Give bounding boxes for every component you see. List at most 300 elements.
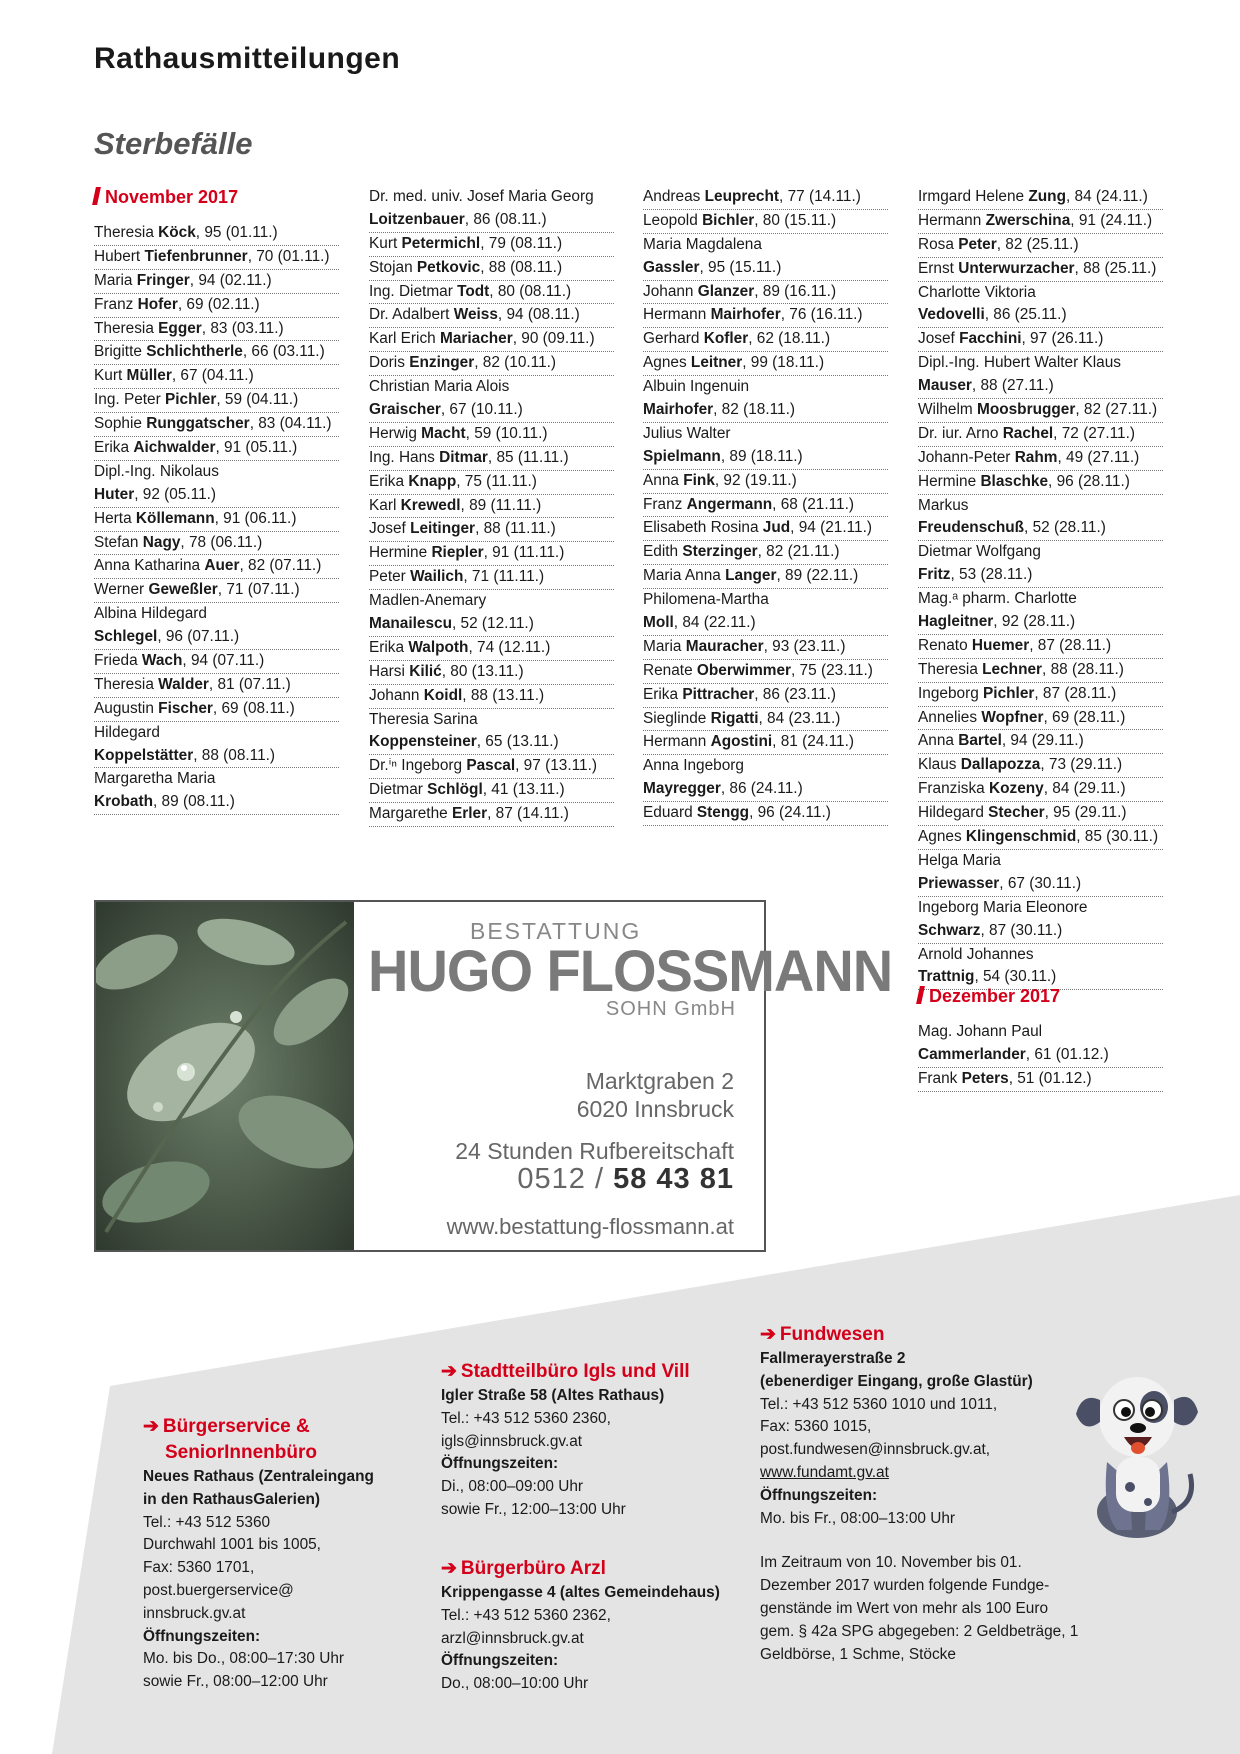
- fundwesen-email[interactable]: post.fundwesen@innsbruck.gv.at,: [760, 1441, 991, 1459]
- obituary-age-date: , 82 (07.11.): [239, 557, 322, 575]
- obituary-entry: [643, 494, 888, 518]
- obituary-first-name: Harsi: [369, 662, 410, 680]
- buergerservice-email[interactable]: post.buergerservice@: [143, 1581, 294, 1599]
- obituary-age-date: , 71 (07.11.): [217, 581, 300, 599]
- obituary-name-line: [643, 352, 888, 375]
- obituary-name-line: [369, 495, 614, 518]
- obituary-entry: [643, 328, 888, 352]
- obituary-first-name: Sophie: [94, 415, 147, 433]
- obituary-entry: [918, 258, 1163, 282]
- obituary-surname: Rahm: [1014, 448, 1058, 466]
- buergerservice-title: ➔ Bürgerservice &: [143, 1416, 310, 1437]
- obituary-first-name: Annelies: [918, 708, 982, 726]
- obituary-column-4: [918, 186, 1163, 990]
- obituary-surname: Huemer: [971, 636, 1030, 654]
- obituary-surname: Angermann: [686, 495, 773, 513]
- obituary-name-line: [918, 447, 1163, 470]
- obituary-first-name: Karl: [369, 496, 401, 514]
- obituary-first-name: Agnes: [918, 828, 966, 846]
- obituary-given-names: Mag.ᵃ pharm. Charlotte: [918, 590, 1077, 608]
- obituary-name-line: [369, 637, 614, 660]
- obituary-first-name: Johann: [643, 282, 698, 300]
- obituary-age-date: , 94 (02.11.): [189, 271, 272, 289]
- obituary-name-line: [918, 611, 1163, 634]
- obituary-name-line: [369, 731, 614, 754]
- obituary-first-name: Ing. Peter: [94, 391, 166, 409]
- obituary-list: [643, 186, 888, 826]
- obituary-surname: Egger: [158, 319, 202, 337]
- obituary-first-name: Ernst: [918, 259, 959, 277]
- obituary-first-name: Rosa: [918, 235, 959, 253]
- obituary-entry: [918, 683, 1163, 707]
- obituary-age-date: , 84 (22.11.): [673, 614, 756, 632]
- obituary-surname: Bartel: [958, 732, 1002, 750]
- obituary-entry: [369, 423, 614, 447]
- arrow-right-icon: ➔: [760, 1324, 776, 1345]
- obituary-surname: Koppensteiner: [369, 733, 477, 751]
- obituary-age-date: , 81 (24.11.): [772, 733, 854, 751]
- obituary-surname: Zwerschina: [985, 211, 1071, 229]
- obituary-age-date: , 67 (04.11.): [171, 367, 254, 385]
- obituary-entry: [369, 709, 614, 756]
- obituary-given-names: Helga Maria: [918, 851, 1001, 869]
- obituary-entry: [643, 470, 888, 494]
- obituary-name-line: [918, 564, 1163, 587]
- obituary-surname: Krewedl: [400, 496, 461, 514]
- obituary-name-line: [94, 365, 339, 388]
- obituary-first-name: Frank: [918, 1069, 962, 1087]
- obituary-age-date: , 80 (15.11.): [754, 211, 837, 229]
- red-bar-icon: [916, 986, 925, 1004]
- obituary-name-line: [918, 802, 1163, 825]
- obituary-age-date: , 75 (11.11.): [456, 472, 537, 490]
- fundwesen-note: Im Zeitraum von 10. November bis 01.: [760, 1554, 1022, 1572]
- arzl-block: [441, 1556, 741, 1696]
- obituary-entry: [643, 186, 888, 210]
- obituary-name-line: [94, 745, 339, 768]
- buergerservice-extension: Durchwahl 1001 bis 1005,: [143, 1536, 321, 1554]
- obituary-age-date: , 99 (18.11.): [742, 354, 825, 372]
- obituary-first-name: Maria: [643, 637, 686, 655]
- obituary-entry: [643, 565, 888, 589]
- igls-phone: Tel.: +43 512 5360 2360,: [441, 1409, 611, 1427]
- obituary-age-date: , 88 (25.11.): [1074, 259, 1157, 277]
- obituary-age-date: , 82 (25.11.): [996, 235, 1079, 253]
- obituary-age-date: , 52 (12.11.): [451, 615, 534, 633]
- obituary-age-date: , 85 (30.11.): [1076, 828, 1159, 846]
- obituary-first-name: Dr. Adalbert: [369, 306, 454, 324]
- month-heading-december: Dezember 2017: [918, 985, 1163, 1021]
- buergerservice-hours: Mo. bis Do., 08:00–17:30 Uhr: [143, 1650, 345, 1668]
- fundwesen-note-3: genstände im Wert von mehr als 100 Euro: [760, 1599, 1049, 1617]
- obituary-entry: [643, 755, 888, 802]
- ad-street: Marktgraben 2: [585, 1068, 734, 1094]
- obituary-surname: Aichwalder: [133, 439, 216, 457]
- obituary-age-date: , 69 (08.11.): [212, 699, 295, 717]
- obituary-surname: Schwarz: [918, 921, 981, 939]
- obituary-first-name: Maria: [94, 271, 137, 289]
- obituary-entry: [94, 555, 339, 579]
- obituary-surname: Fink: [683, 471, 715, 489]
- buergerservice-hours-2: sowie Fr., 08:00–12:00 Uhr: [143, 1673, 328, 1691]
- obituary-age-date: , 82 (18.11.): [713, 401, 795, 419]
- obituary-surname: Trattnig: [918, 968, 975, 986]
- obituary-name-line: [369, 328, 614, 351]
- obituary-given-names: Albuin Ingenuin: [643, 378, 750, 396]
- obituary-surname: Hofer: [137, 295, 178, 313]
- igls-location: Igler Straße 58 (Altes Rathaus): [441, 1387, 665, 1404]
- obituary-age-date: , 41 (13.11.): [482, 781, 565, 799]
- obituary-surname: Pascal: [466, 757, 516, 775]
- obituary-name-line: [94, 294, 339, 317]
- obituary-surname: Walpoth: [408, 638, 469, 656]
- obituary-age-date: , 89 (08.11.): [153, 793, 235, 811]
- obituary-first-name: Theresia: [94, 224, 159, 241]
- obituary-entry: [918, 471, 1163, 495]
- obituary-entry: [94, 341, 339, 365]
- obituary-entry: [918, 186, 1163, 210]
- obituary-entry: [643, 210, 888, 234]
- leaf-photo: [96, 902, 354, 1250]
- obituary-first-name: Ingeborg: [918, 684, 984, 702]
- obituary-first-name: Stojan: [369, 258, 417, 276]
- fundwesen-fax: Fax: 5360 1015,: [760, 1418, 872, 1436]
- obituary-first-name: Gerhard: [643, 330, 704, 348]
- obituary-entry: [94, 603, 339, 650]
- obituary-entry: [918, 328, 1163, 352]
- obituary-entry: [369, 281, 614, 305]
- obituary-age-date: , 85 (11.11.): [487, 448, 569, 466]
- obituary-name-line: [918, 234, 1163, 257]
- obituary-entry: [369, 376, 614, 423]
- obituary-age-date: , 87 (14.11.): [487, 805, 569, 823]
- obituary-age-date: , 89 (22.11.): [776, 567, 859, 585]
- obituary-age-date: , 94 (08.11.): [497, 306, 580, 324]
- obituary-first-name: Karl Erich: [369, 330, 440, 348]
- ad-company-suffix: SOHN GmbH: [605, 998, 736, 1020]
- obituary-surname: Schlögl: [427, 781, 483, 799]
- obituary-given-names: Maria Magdalena: [643, 235, 762, 253]
- obituary-given-names: Dipl.-Ing. Hubert Walter Klaus: [918, 354, 1122, 372]
- obituary-entry: [918, 778, 1163, 802]
- obituary-age-date: , 89 (18.11.): [720, 447, 803, 465]
- obituary-age-date: , 92 (19.11.): [714, 471, 797, 489]
- obituary-name-line: [643, 660, 888, 683]
- obituary-entry: [94, 461, 339, 508]
- obituary-first-name: Erika: [369, 638, 409, 656]
- obituary-age-date: , 67 (30.11.): [999, 874, 1082, 892]
- obituary-entry: [918, 826, 1163, 850]
- obituary-first-name: Josef: [369, 520, 411, 538]
- obituary-entry: [918, 897, 1163, 944]
- obituary-entry: [643, 708, 888, 732]
- obituary-surname: Moll: [643, 614, 674, 632]
- obituary-surname: Oberwimmer: [696, 661, 791, 679]
- arzl-hours: Do., 08:00–10:00 Uhr: [441, 1675, 589, 1693]
- obituary-given-names: Mag. Johann Paul: [918, 1023, 1043, 1040]
- obituary-age-date: , 53 (28.11.): [950, 566, 1033, 584]
- obituary-list: [918, 186, 1163, 990]
- obituary-age-date: , 75 (23.11.): [791, 661, 873, 679]
- ad-text-area: [354, 902, 893, 1250]
- obituary-entry: [94, 389, 339, 413]
- obituary-age-date: , 88 (11.11.): [475, 520, 556, 538]
- obituary-age-date: , 67 (10.11.): [440, 401, 523, 419]
- obituary-entry: [369, 518, 614, 542]
- obituary-name-line: [918, 1044, 1163, 1067]
- obituary-entry: [918, 423, 1163, 447]
- obituary-name-line: [643, 470, 888, 493]
- obituary-age-date: , 84 (24.11.): [1065, 188, 1148, 205]
- obituary-name-line: [918, 517, 1163, 540]
- obituary-surname: Kilić: [409, 662, 442, 680]
- buergerservice-hours-label: Öffnungszeiten:: [143, 1627, 261, 1645]
- obituary-name-line: [643, 541, 888, 564]
- obituary-first-name: Renate: [643, 661, 697, 679]
- obituary-entry: [369, 447, 614, 471]
- obituary-age-date: , 88 (08.11.): [480, 258, 563, 276]
- obituary-first-name: Anna: [918, 732, 959, 750]
- obituary-age-date: , 87 (30.11.): [980, 921, 1063, 939]
- obituary-surname: Kozeny: [989, 780, 1044, 798]
- obituary-age-date: , 71 (11.11.): [463, 568, 545, 586]
- page-title: Rathausmitteilungen: [94, 42, 401, 75]
- obituary-age-date: , 95 (01.11.): [195, 224, 278, 241]
- obituary-given-names: Ingeborg Maria Eleonore: [918, 898, 1088, 916]
- arzl-hours-label: Öffnungszeiten:: [441, 1652, 559, 1670]
- obituary-name-line: [94, 389, 339, 412]
- obituary-entry: [643, 352, 888, 376]
- obituary-surname: Sterzinger: [682, 543, 758, 561]
- obituary-entry: [369, 495, 614, 519]
- obituary-surname: Rigatti: [710, 709, 759, 727]
- obituary-surname: Erler: [451, 805, 488, 823]
- obituary-entry: [94, 532, 339, 556]
- obituary-name-line: [918, 375, 1163, 398]
- obituary-name-line: [918, 778, 1163, 801]
- obituary-first-name: Hubert: [94, 247, 145, 265]
- obituary-surname: Facchini: [959, 330, 1022, 348]
- obituary-name-line: [94, 674, 339, 697]
- obituary-age-date: , 78 (06.11.): [180, 533, 263, 551]
- obituary-name-line: [369, 518, 614, 541]
- obituary-first-name: Edith: [643, 543, 683, 561]
- obituary-name-line: [918, 1068, 1163, 1091]
- obituary-name-line: [643, 257, 888, 280]
- obituary-entry: [643, 802, 888, 826]
- obituary-surname: Stecher: [988, 804, 1045, 822]
- obituary-surname: Wach: [141, 652, 183, 670]
- obituary-surname: Weiss: [453, 306, 498, 324]
- fundwesen-block: [760, 1322, 1080, 1666]
- obituary-age-date: , 94 (07.11.): [182, 652, 265, 670]
- obituary-entry: [918, 707, 1163, 731]
- obituary-name-line: [369, 542, 614, 565]
- obituary-entry: [918, 495, 1163, 542]
- funeral-advertisement: [94, 900, 893, 1252]
- obituary-entry: [94, 318, 339, 342]
- obituary-entry: [369, 186, 614, 233]
- obituary-name-line: [94, 341, 339, 364]
- obituary-surname: Priewasser: [918, 874, 1000, 892]
- obituary-surname: Leitner: [690, 354, 743, 372]
- obituary-age-date: , 97 (13.11.): [515, 757, 597, 775]
- obituary-surname: Pichler: [983, 684, 1035, 702]
- ad-company-name: HUGO FLOSSMANN: [368, 937, 893, 1004]
- obituary-entry: [94, 768, 339, 815]
- obituary-first-name: Werner: [94, 581, 149, 599]
- ad-company-type: BESTATTUNG: [470, 918, 642, 944]
- obituary-surname: Schlegel: [94, 628, 158, 646]
- obituary-entry: [94, 270, 339, 294]
- obituary-list: [918, 1021, 1163, 1092]
- obituary-surname: Huter: [94, 485, 135, 503]
- obituary-given-names: Dietmar Wolfgang: [918, 543, 1041, 561]
- obituary-age-date: , 96 (07.11.): [157, 628, 240, 646]
- igls-hours: Di., 08:00–09:00 Uhr: [441, 1478, 584, 1496]
- obituary-age-date: , 88 (28.11.): [1042, 660, 1124, 678]
- obituary-name-line: [643, 684, 888, 707]
- obituary-name-line: [918, 659, 1163, 682]
- obituary-name-line: [369, 471, 614, 494]
- obituary-entry: [918, 447, 1163, 471]
- obituary-entry: [918, 802, 1163, 826]
- obituary-name-line: [94, 532, 339, 555]
- obituary-surname: Fringer: [136, 271, 190, 289]
- obituary-name-line: [369, 423, 614, 446]
- obituary-first-name: Dr.ⁱⁿ Ingeborg: [369, 757, 467, 775]
- obituary-given-names: Dr. med. univ. Josef Maria Georg: [369, 188, 594, 205]
- obituary-surname: Leitinger: [410, 520, 476, 538]
- obituary-entry: [643, 636, 888, 660]
- obituary-name-line: [643, 565, 888, 588]
- obituary-entry: [369, 233, 614, 257]
- igls-email[interactable]: igls@innsbruck.gv.at: [441, 1432, 583, 1450]
- obituary-first-name: Franz: [643, 495, 687, 513]
- obituary-first-name: Eduard: [643, 804, 697, 822]
- obituary-surname: Mariacher: [440, 330, 513, 348]
- december-block: [918, 985, 1163, 1092]
- obituary-name-line: [643, 517, 888, 540]
- obituary-entry: [918, 754, 1163, 778]
- obituary-name-line: [94, 626, 339, 649]
- obituary-first-name: Erika: [369, 472, 409, 490]
- ad-service: 24 Stunden Rufbereitschaft: [455, 1138, 734, 1164]
- igls-hours-2: sowie Fr., 12:00–13:00 Uhr: [441, 1500, 626, 1518]
- obituary-age-date: , 76 (16.11.): [780, 306, 863, 324]
- fundwesen-website-link[interactable]: www.fundamt.gv.at: [760, 1463, 889, 1481]
- obituary-age-date: , 73 (29.11.): [1040, 756, 1123, 774]
- obituary-entry: [643, 304, 888, 328]
- obituary-first-name: Johann: [369, 686, 424, 704]
- obituary-given-names: Christian Maria Alois: [369, 378, 510, 396]
- obituary-list: [94, 222, 339, 815]
- obituary-first-name: Erika: [643, 685, 683, 703]
- obituary-given-names: Julius Walter: [643, 424, 731, 442]
- obituary-first-name: Hermann: [643, 733, 711, 751]
- ad-website[interactable]: www.bestattung-flossmann.at: [446, 1214, 734, 1239]
- obituary-entry: [918, 1021, 1163, 1068]
- obituary-first-name: Hermine: [918, 472, 981, 490]
- buergerservice-email-2[interactable]: innsbruck.gv.at: [143, 1604, 246, 1622]
- obituary-surname: Zung: [1028, 188, 1066, 205]
- arzl-title: ➔ Bürgerbüro Arzl: [441, 1558, 606, 1579]
- obituary-age-date: , 68 (21.11.): [772, 495, 854, 513]
- obituary-entry: [918, 850, 1163, 897]
- obituary-first-name: Theresia: [94, 319, 159, 337]
- buergerservice-title-2: SeniorInnenbüro: [165, 1442, 317, 1463]
- obituary-first-name: Johann-Peter: [918, 448, 1015, 466]
- obituary-age-date: , 59 (04.11.): [216, 391, 299, 409]
- obituary-first-name: Frieda: [94, 652, 142, 670]
- obituary-surname: Vedovelli: [918, 306, 985, 324]
- obituary-name-line: [94, 270, 339, 293]
- obituary-given-names: Theresia Sarina: [369, 710, 478, 728]
- obituary-column-2: [369, 186, 614, 827]
- obituary-name-line: [918, 826, 1163, 849]
- fundwesen-note-5: Geldbörse, 1 Schme, Stöcke: [760, 1645, 956, 1663]
- fundwesen-phone: Tel.: +43 512 5360 1010 und 1011,: [760, 1395, 998, 1413]
- obituary-name-line: [643, 446, 888, 469]
- obituary-name-line: [369, 233, 614, 256]
- obituary-entry: [94, 674, 339, 698]
- obituary-age-date: , 91 (24.11.): [1070, 211, 1153, 229]
- obituary-first-name: Kurt: [369, 234, 402, 252]
- obituary-name-line: [369, 566, 614, 589]
- arzl-phone: Tel.: +43 512 5360 2362,: [441, 1606, 611, 1624]
- obituary-entry: [369, 542, 614, 566]
- obituary-entry: [918, 635, 1163, 659]
- arzl-email[interactable]: arzl@innsbruck.gv.at: [441, 1629, 584, 1647]
- obituary-first-name: Brigitte: [94, 343, 147, 361]
- arrow-right-icon: ➔: [441, 1361, 457, 1382]
- obituary-surname: Klingenschmid: [965, 828, 1077, 846]
- obituary-first-name: Augustin: [94, 699, 159, 717]
- obituary-name-line: [94, 222, 339, 245]
- obituary-age-date: , 86 (24.11.): [720, 780, 803, 798]
- obituary-name-line: [94, 484, 339, 507]
- obituary-age-date: , 87 (28.11.): [1029, 636, 1112, 654]
- obituary-first-name: Sieglinde: [643, 709, 711, 727]
- obituary-name-line: [918, 210, 1163, 233]
- obituary-surname: Mairhofer: [643, 401, 714, 419]
- obituary-entry: [94, 413, 339, 437]
- obituary-surname: Loitzenbauer: [369, 210, 465, 228]
- obituary-list: [369, 186, 614, 827]
- obituary-first-name: Elisabeth Rosina: [643, 519, 763, 537]
- obituary-surname: Fischer: [158, 699, 213, 717]
- obituary-surname: Koppelstätter: [94, 746, 194, 764]
- obituary-surname: Todt: [457, 282, 490, 300]
- obituary-entry: [643, 731, 888, 755]
- obituary-age-date: , 84 (29.11.): [1043, 780, 1126, 798]
- obituary-surname: Blaschke: [980, 472, 1049, 490]
- obituary-surname: Dallapozza: [960, 756, 1041, 774]
- obituary-age-date: , 74 (12.11.): [468, 638, 551, 656]
- obituary-name-line: [918, 707, 1163, 730]
- obituary-entry: [94, 246, 339, 270]
- obituary-entry: [918, 210, 1163, 234]
- obituary-entry: [643, 684, 888, 708]
- obituary-first-name: Hermann: [918, 211, 986, 229]
- obituary-first-name: Erika: [94, 439, 134, 457]
- obituary-surname: Pichler: [165, 391, 217, 409]
- obituary-surname: Pittracher: [682, 685, 755, 703]
- obituary-first-name: Hermann: [643, 306, 711, 324]
- obituary-name-line: [643, 281, 888, 304]
- obituary-name-line: [94, 579, 339, 602]
- obituary-age-date: , 82 (27.11.): [1075, 401, 1158, 419]
